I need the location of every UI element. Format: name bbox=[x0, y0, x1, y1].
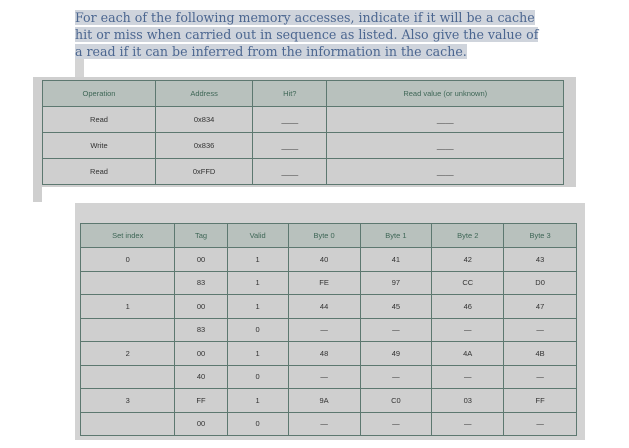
table-cell: 0 bbox=[227, 365, 288, 389]
column-header: Byte 3 bbox=[504, 224, 577, 248]
table-cell: 1 bbox=[227, 295, 288, 319]
table-row bbox=[81, 318, 577, 342]
table-cell bbox=[81, 412, 175, 436]
table-row bbox=[43, 133, 564, 159]
table-cell: — bbox=[360, 365, 432, 389]
table-cell: 1 bbox=[227, 248, 288, 272]
column-header: Read value (or unknown) bbox=[327, 81, 564, 107]
table-cell: 4B bbox=[504, 342, 577, 366]
table-cell: 00 bbox=[175, 342, 227, 366]
access-table bbox=[42, 80, 564, 185]
table-cell: 0 bbox=[227, 318, 288, 342]
table-cell: — bbox=[504, 365, 577, 389]
table-cell: FE bbox=[288, 271, 360, 295]
table-cell: ____ bbox=[327, 107, 564, 133]
table-row bbox=[81, 412, 577, 436]
table-cell: 0x834 bbox=[156, 107, 253, 133]
table-cell: 45 bbox=[360, 295, 432, 319]
table-cell: ____ bbox=[327, 159, 564, 185]
table-cell: 40 bbox=[288, 248, 360, 272]
table-row bbox=[81, 342, 577, 366]
table-cell: D0 bbox=[504, 271, 577, 295]
table-cell: ____ bbox=[327, 133, 564, 159]
table-cell: — bbox=[432, 365, 504, 389]
table-cell: — bbox=[432, 412, 504, 436]
table-cell: 1 bbox=[227, 342, 288, 366]
table-cell: 00 bbox=[175, 295, 227, 319]
table-cell: 1 bbox=[227, 271, 288, 295]
table-cell bbox=[81, 318, 175, 342]
table-cell: 47 bbox=[504, 295, 577, 319]
table-row bbox=[81, 365, 577, 389]
table-cell: 0 bbox=[227, 412, 288, 436]
table-cell bbox=[81, 365, 175, 389]
table-cell: — bbox=[360, 412, 432, 436]
table-cell: 46 bbox=[432, 295, 504, 319]
table-cell: 0 bbox=[81, 248, 175, 272]
question-text-content: For each of the following memory accesses, indicate if it will be a cache hit or miss when carried out in sequence as listed. Also give the value of a read if it can be inferred from the information in the cache. bbox=[75, 10, 539, 59]
table-cell: 03 bbox=[432, 389, 504, 413]
table-cell: 48 bbox=[288, 342, 360, 366]
table-cell: 97 bbox=[360, 271, 432, 295]
table-row bbox=[81, 248, 577, 272]
table-cell: — bbox=[288, 412, 360, 436]
table-row bbox=[43, 107, 564, 133]
table-cell: 0x836 bbox=[156, 133, 253, 159]
table-cell: — bbox=[432, 318, 504, 342]
table-cell: 40 bbox=[175, 365, 227, 389]
table-cell: Read bbox=[43, 159, 156, 185]
table-cell: 1 bbox=[81, 295, 175, 319]
table-cell: FF bbox=[175, 389, 227, 413]
table-cell: 42 bbox=[432, 248, 504, 272]
table-cell: — bbox=[504, 412, 577, 436]
table-cell: C0 bbox=[360, 389, 432, 413]
table-row bbox=[81, 389, 577, 413]
table-cell: — bbox=[288, 365, 360, 389]
decor-bar bbox=[75, 58, 84, 78]
column-header: Address bbox=[156, 81, 253, 107]
table-row bbox=[81, 295, 577, 319]
decor-bar bbox=[33, 77, 42, 202]
column-header: Valid bbox=[227, 224, 288, 248]
table-cell: 3 bbox=[81, 389, 175, 413]
table-cell bbox=[81, 271, 175, 295]
column-header: Set index bbox=[81, 224, 175, 248]
column-header: Byte 0 bbox=[288, 224, 360, 248]
table-cell: CC bbox=[432, 271, 504, 295]
table-cell: 43 bbox=[504, 248, 577, 272]
column-header: Byte 1 bbox=[360, 224, 432, 248]
table-cell: 9A bbox=[288, 389, 360, 413]
table-cell: 44 bbox=[288, 295, 360, 319]
table-cell: — bbox=[504, 318, 577, 342]
table-cell: FF bbox=[504, 389, 577, 413]
column-header: Byte 2 bbox=[432, 224, 504, 248]
table-cell: Write bbox=[43, 133, 156, 159]
table-row bbox=[81, 271, 577, 295]
column-header: Hit? bbox=[253, 81, 327, 107]
table-cell: 1 bbox=[227, 389, 288, 413]
question-text bbox=[75, 9, 545, 60]
table-cell: — bbox=[288, 318, 360, 342]
table-cell: 4A bbox=[432, 342, 504, 366]
table-cell: 0xFFD bbox=[156, 159, 253, 185]
table-cell: 41 bbox=[360, 248, 432, 272]
table-cell: ____ bbox=[253, 133, 327, 159]
table-cell: 2 bbox=[81, 342, 175, 366]
table-cell: 83 bbox=[175, 271, 227, 295]
table-cell: 00 bbox=[175, 248, 227, 272]
table-cell: — bbox=[360, 318, 432, 342]
column-header: Tag bbox=[175, 224, 227, 248]
table-cell: 49 bbox=[360, 342, 432, 366]
table-cell: 00 bbox=[175, 412, 227, 436]
table-row bbox=[43, 159, 564, 185]
table-cell: ____ bbox=[253, 107, 327, 133]
table-cell: 83 bbox=[175, 318, 227, 342]
cache-table bbox=[80, 223, 577, 436]
table-cell: ____ bbox=[253, 159, 327, 185]
table-cell: Read bbox=[43, 107, 156, 133]
column-header: Operation bbox=[43, 81, 156, 107]
